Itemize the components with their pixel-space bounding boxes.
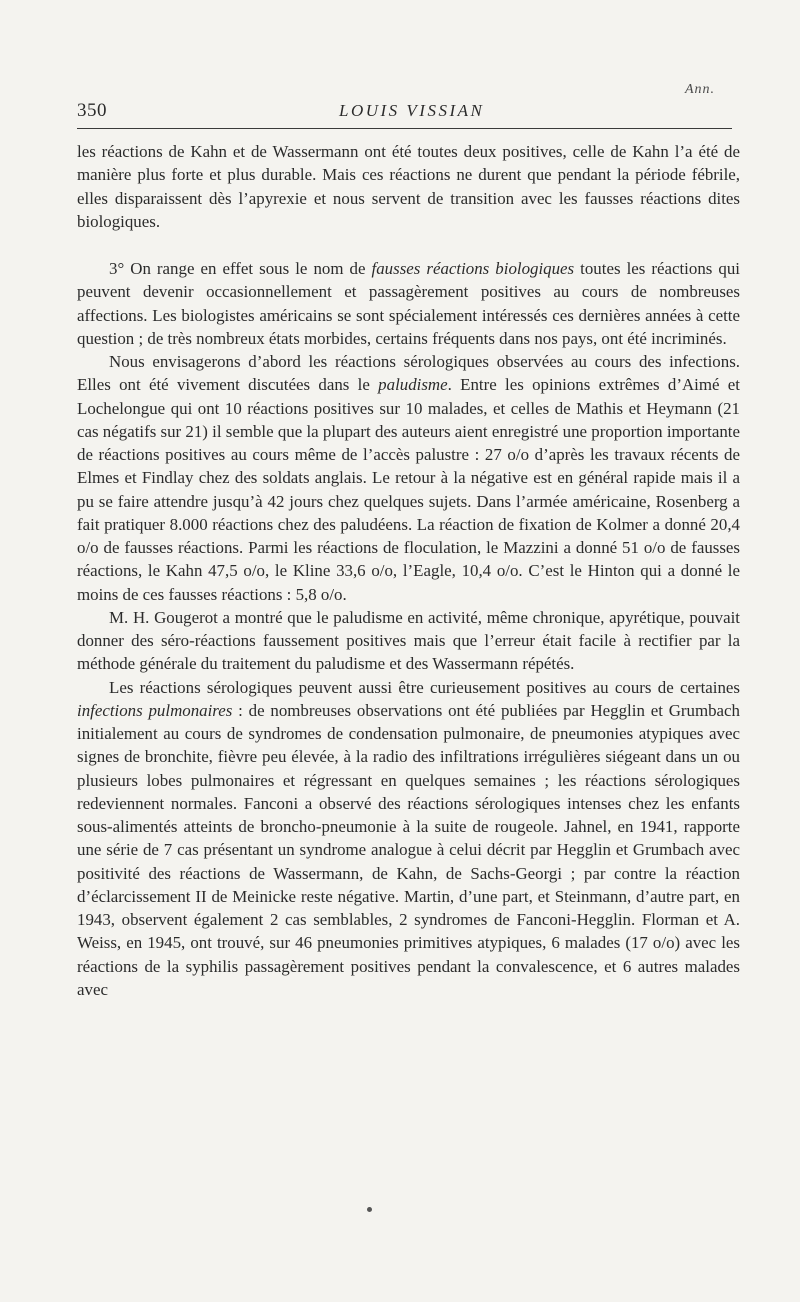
- corner-annotation: Ann.: [685, 82, 716, 97]
- text-run: Les réactions sérologiques peuvent aussi être curieusement positives au cours de certaines: [109, 677, 740, 697]
- body-text: [77, 140, 740, 1001]
- paragraph: [77, 257, 740, 350]
- italic-term: fausses réactions biologiques: [371, 259, 575, 278]
- running-head: LOUIS VISSIAN: [339, 101, 485, 120]
- paragraph: [77, 140, 740, 233]
- footer-dot: [367, 1207, 372, 1212]
- text-run: toutes les réactions qui peuvent devenir occasionnellement et passagèrement positives au cours de nombreuses affections. Les biologistes américains se sont spécialement intéressés ces dernières années à cette question ; de très nombreux états morbides, certains fréquents dans nos pays, ont été incriminés.: [77, 259, 740, 348]
- text-run: M. H. Gougerot a montré que le paludisme en activité, même chronique, apyrétique, pouvait donner des séro-réactions faussement positives mais que l’erreur était facile à rectifier par la méthode générale du traitement du paludisme et des Wassermann répétés.: [77, 607, 740, 674]
- header-rule: [77, 128, 732, 129]
- paragraph: [77, 606, 740, 676]
- text-run: les réactions de Kahn et de Wassermann ont été toutes deux positives, celle de Kahn l’a été de manière plus forte et plus durable. Mais ces réactions ne durent que pendant la période fébrile, elles disparaissent dès l’apyrexie et nous servent de transition avec les fausses réactions dites biologiques.: [77, 142, 740, 231]
- page-number: 350: [77, 100, 107, 121]
- text-run: Nous envisagerons d’abord les réactions sérologiques observées au cours des infections. Elles ont été vivement discutées dans le: [77, 352, 740, 395]
- paragraph: [77, 350, 740, 606]
- text-run: 3° On range en effet sous le nom de: [109, 259, 372, 278]
- text-run: . Entre les opinions extrêmes d’Aimé et Lochelongue qui ont 10 réactions positives sur 10 malades, et celles de Mathis et Heymann (21 cas négatifs sur 21) il semble que la plupart des auteurs aient enregistré une proportion importante de réactions positives au cours même de l’accès palustre : 27 o/o d’après les travaux récents de Elmes et Findlay chez des soldats anglais. Le retour à la négative est en général rapide mais il a pu se faire attendre jusqu’à 42 jours chez quelques sujets. Dans l’armée américaine, Rosenberg a fait pratiquer 8.000 réactions chez des paludéens. La réaction de fixation de Kolmer a donné 20,4 o/o de fausses réactions. Parmi les réactions de floculation, le Mazzini a donné 51 o/o de fausses réactions, le Kahn 47,5 o/o, le Kline 33,6 o/o, l’Eagle, 10,4 o/o. C’est le Hinton qui a donné le moins de ces fausses réactions : 5,8 o/o.: [77, 375, 740, 604]
- paragraph: [77, 676, 740, 1002]
- text-run: : de nombreuses observations ont été publiées par Hegglin et Grumbach initialement au cours de syndromes de condensation pulmonaire, de pneumonies atypiques avec signes de bronchite, fièvre peu élevée, à la radio des infiltrations irrégulières siégeant dans un ou plusieurs lobes pulmonaires et régressant en quelques semaines ; les réactions sérologiques redeviennent normales. Fanconi a observé des réactions sérologiques intenses chez les enfants sous-alimentés atteints de broncho-pneumonie à la suite de rougeole. Jahnel, en 1941, rapporte une série de 7 cas présentant un syndrome analogue à celui décrit par Hegglin et Grumbach avec positivité des réactions de Wassermann, de Kahn, de Sachs-Georgi ; par contre la réaction d’éclarcissement II de Meinicke reste négative. Martin, d’une part, et Steinmann, d’autre part, en 1943, observent également 2 cas semblables, 2 syndromes de Fanconi-Hegglin. Florman et A. Weiss, en 1945, ont trouvé, sur 46 pneumonies primitives atypiques, 6 malades (17 o/o) avec les réactions de la syphilis passagèrement positives pendant la convalescence, et 6 autres malades avec: [77, 700, 740, 999]
- italic-term: infections pulmonaires: [77, 700, 233, 720]
- italic-term: paludisme: [378, 375, 448, 395]
- page-header: [77, 100, 730, 126]
